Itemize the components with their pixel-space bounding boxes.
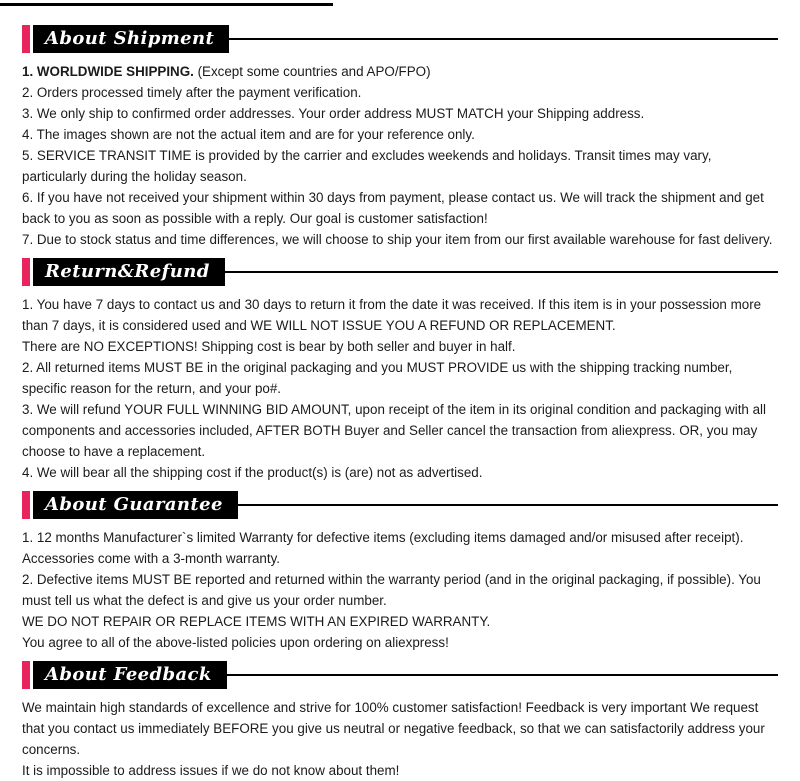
section-body-guarantee <box>22 527 778 653</box>
section-body-return-refund <box>22 294 778 483</box>
accent-bar <box>22 491 30 519</box>
section-header-feedback <box>22 661 778 689</box>
policy-text: 6. If you have not received your shipment within 30 days from payment, please contact us. We will track the shipment and get back to you as soon as possible with a reply. Our goal is customer satisfaction! <box>22 190 764 226</box>
section-header-shipment <box>22 25 778 53</box>
section-title-feedback: About Feedback <box>33 661 227 689</box>
policy-text: 1. You have 7 days to contact us and 30 days to return it from the date it was received. If this item is in your possession more than 7 days, it is considered used and WE WILL NOT ISSUE YOU A REFUND OR REPLACEMENT. <box>22 297 762 333</box>
header-rule <box>227 674 778 676</box>
policy-text: WE DO NOT REPAIR OR REPLACE ITEMS WITH AN EXPIRED WARRANTY. <box>22 614 491 629</box>
section-body-shipment <box>22 61 778 250</box>
section-title-return-refund: Return&Refund <box>33 258 225 286</box>
policy-text: 7. Due to stock status and time differences, we will choose to ship your item from our first available warehouse for fast delivery. <box>22 232 773 247</box>
section-header-return-refund <box>22 258 778 286</box>
section-title-shipment: About Shipment <box>33 25 229 53</box>
policy-text: 1. 12 months Manufacturer`s limited Warranty for defective items (excluding items damaged and/or misused after receipt). Accessories come with a 3-month warranty. <box>22 530 744 566</box>
section-feedback <box>22 661 778 781</box>
policy-text: There are NO EXCEPTIONS! Shipping cost is bear by both seller and buyer in half. <box>22 339 516 354</box>
header-rule <box>229 38 778 40</box>
policy-text: 2. Orders processed timely after the payment verification. <box>22 85 362 100</box>
policy-text: It is impossible to address issues if we do not know about them! <box>22 763 400 778</box>
policy-text: 4. The images shown are not the actual item and are for your reference only. <box>22 127 475 142</box>
accent-bar <box>22 258 30 286</box>
top-partial-rule <box>0 3 333 6</box>
policy-text: We maintain high standards of excellence and strive for 100% customer satisfaction! Feedback is very important We request that you contact us immediately BEFORE you give us neutral or negative feedback, so that we can satisfactorily address your concerns. <box>22 700 765 757</box>
policy-text: 4. We will bear all the shipping cost if the product(s) is (are) not as advertised. <box>22 465 483 480</box>
policy-text: 1. WORLDWIDE SHIPPING. (Except some countries and APO/FPO) <box>22 64 431 79</box>
policy-text: 2. All returned items MUST BE in the original packaging and you MUST PROVIDE us with the shipping tracking number, specific reason for the return, and your po#. <box>22 360 733 396</box>
header-rule <box>225 271 778 273</box>
section-guarantee <box>22 491 778 653</box>
section-body-feedback <box>22 697 778 781</box>
section-return-refund <box>22 258 778 483</box>
policy-text: 3. We only ship to confirmed order addresses. Your order address MUST MATCH your Shipping address. <box>22 106 645 121</box>
policy-text: 2. Defective items MUST BE reported and returned within the warranty period (and in the original packaging, if possible). You must tell us what the defect is and give us your order number. <box>22 572 761 608</box>
section-title-guarantee: About Guarantee <box>33 491 238 519</box>
header-rule <box>238 504 778 506</box>
policy-text: 5. SERVICE TRANSIT TIME is provided by the carrier and excludes weekends and holidays. Transit times may vary, particularly during the holiday season. <box>22 148 712 184</box>
policy-text: You agree to all of the above-listed policies upon ordering on aliexpress! <box>22 635 449 650</box>
accent-bar <box>22 25 30 53</box>
policy-text: 3. We will refund YOUR FULL WINNING BID AMOUNT, upon receipt of the item in its original condition and packaging with all components and accessories included, AFTER BOTH Buyer and Seller cancel the transaction from aliexpress. OR, you may choose to have a replacement. <box>22 402 766 459</box>
section-header-guarantee <box>22 491 778 519</box>
accent-bar <box>22 661 30 689</box>
section-shipment <box>22 25 778 250</box>
